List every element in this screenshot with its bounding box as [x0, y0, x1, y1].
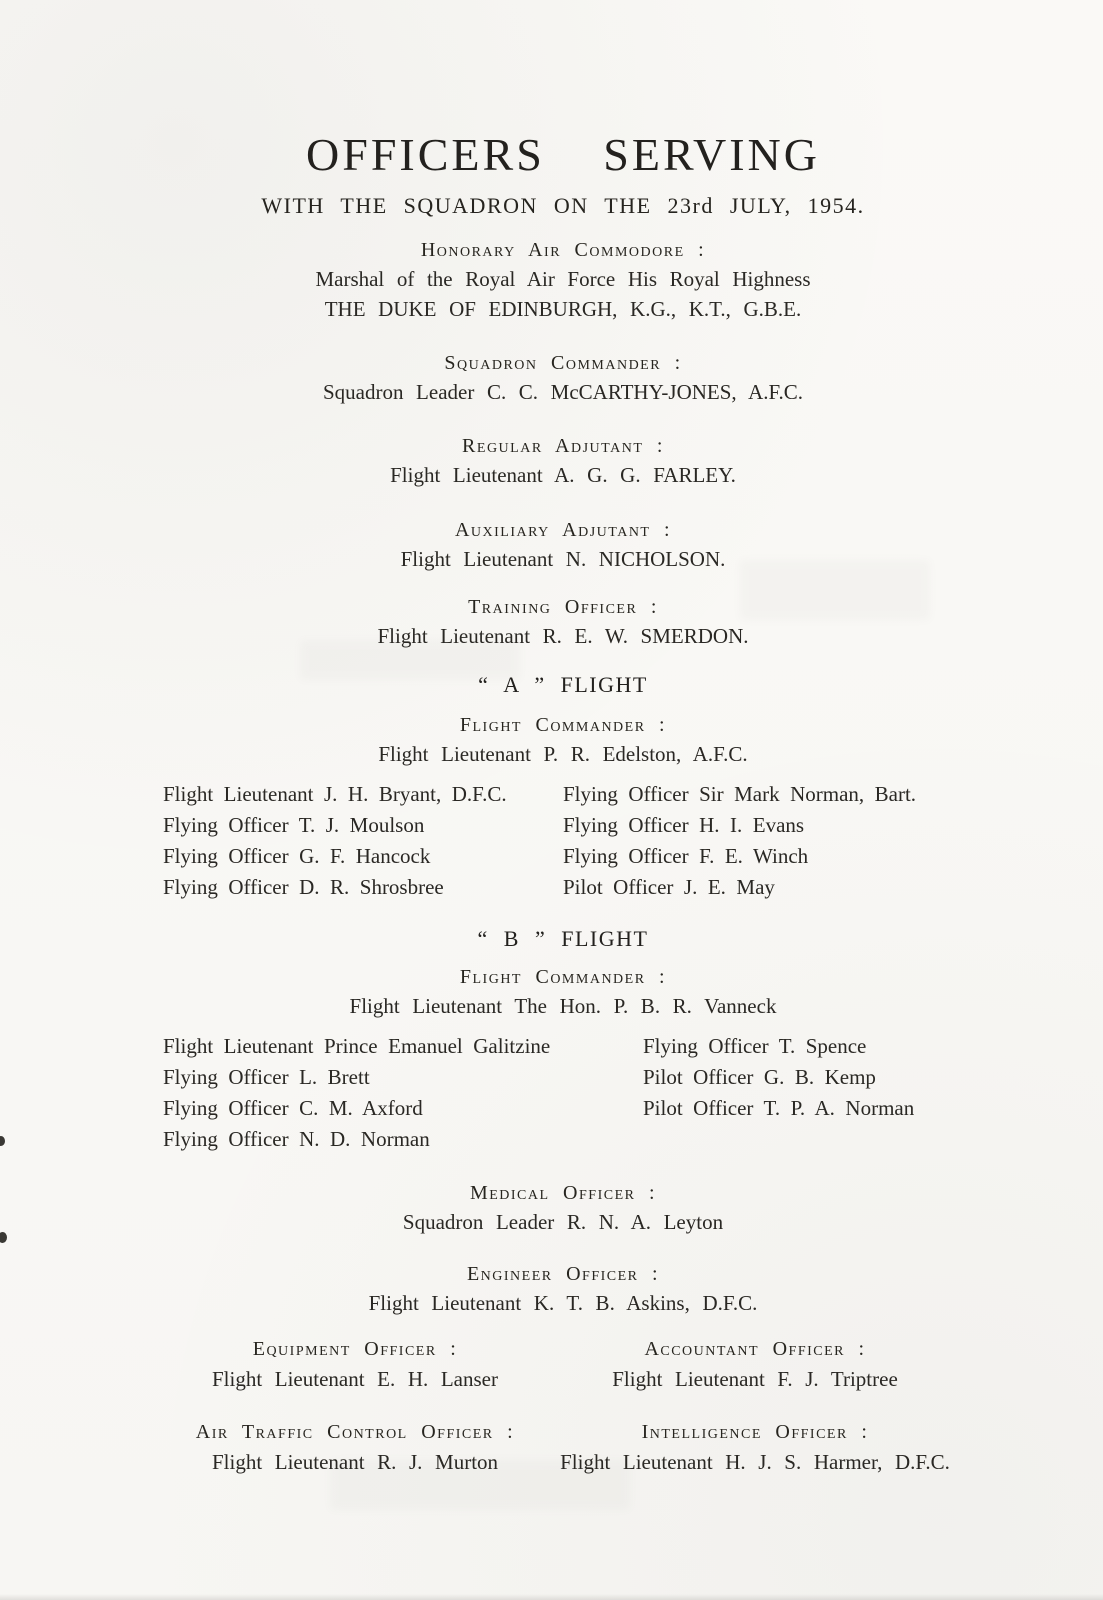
- officer-entry: Flying Officer L. Brett: [163, 1065, 370, 1089]
- officer-entry: Flight Lieutenant Prince Emanuel Galitzine: [163, 1034, 551, 1058]
- page-title: OFFICERS SERVING: [306, 129, 820, 180]
- b-flight-officer-list: [163, 1034, 963, 1158]
- officer-entry: THE DUKE OF EDINBURGH, K.G., K.T., G.B.E.: [324, 297, 802, 321]
- officer-entry: Flying Officer H. I. Evans: [563, 813, 805, 837]
- heading-equipment-officer: Equipment Officer :: [252, 1338, 458, 1360]
- b-flight-right-column: [643, 1034, 963, 1158]
- a-flight-officer-list: [163, 782, 963, 906]
- heading-auxiliary-adjutant: Auxiliary Adjutant :: [454, 519, 672, 541]
- officer-entry: Flight Lieutenant R. E. W. SMERDON.: [377, 624, 749, 648]
- heading-medical-officer: Medical Officer :: [469, 1182, 657, 1204]
- officer-entry: Pilot Officer J. E. May: [563, 875, 775, 899]
- officer-entry: Flying Officer T. J. Moulson: [163, 813, 425, 837]
- officer-entry: Flight Lieutenant F. J. Triptree: [612, 1367, 898, 1391]
- b-flight-left-column: [163, 1034, 643, 1158]
- a-flight-right-column: [563, 782, 963, 906]
- officer-entry: Flying Officer F. E. Winch: [563, 844, 809, 868]
- officer-entry: Flight Lieutenant E. H. Lanser: [211, 1367, 498, 1391]
- heading-regular-adjutant: Regular Adjutant :: [462, 435, 664, 457]
- heading-intelligence-officer: Intelligence Officer :: [641, 1421, 869, 1443]
- officer-entry: Flying Officer T. Spence: [643, 1034, 867, 1058]
- air-traffic-control-officer-block: [163, 1421, 547, 1475]
- officer-entry: Pilot Officer T. P. A. Norman: [643, 1096, 915, 1120]
- heading-accountant-officer: Accountant Officer :: [644, 1338, 866, 1360]
- b-flight-title: “ B ” FLIGHT: [477, 926, 649, 951]
- officer-entry: Flying Officer C. M. Axford: [163, 1096, 423, 1120]
- officer-entry: Flying Officer G. F. Hancock: [163, 844, 431, 868]
- a-flight-left-column: [163, 782, 563, 906]
- officer-entry: Marshal of the Royal Air Force His Royal Highness: [315, 267, 811, 291]
- officer-entry: Flight Lieutenant A. G. G. FARLEY.: [390, 463, 736, 487]
- equipment-officer-block: [163, 1338, 547, 1392]
- page-subtitle: WITH THE SQUADRON ON THE 23rd JULY, 1954.: [261, 193, 865, 218]
- scan-edge-mark: [0, 1136, 5, 1146]
- heading-training-officer: Training Officer :: [468, 596, 658, 618]
- officer-entry: Flight Lieutenant J. H. Bryant, D.F.C.: [163, 782, 507, 806]
- document-content: [163, 0, 963, 1475]
- officer-pair-row: [163, 1338, 963, 1392]
- heading-squadron-commander: Squadron Commander :: [444, 352, 682, 374]
- accountant-officer-block: [547, 1338, 963, 1392]
- officer-entry: Flying Officer D. R. Shrosbree: [163, 875, 444, 899]
- officer-entry: Squadron Leader R. N. A. Leyton: [402, 1210, 724, 1234]
- officer-entry: Flying Officer Sir Mark Norman, Bart.: [563, 782, 917, 806]
- heading-honorary-air-commodore: Honorary Air Commodore :: [420, 239, 706, 261]
- officer-entry: Squadron Leader C. C. McCARTHY-JONES, A.F.C.: [322, 380, 804, 404]
- officer-entry: Flying Officer N. D. Norman: [163, 1127, 430, 1151]
- officer-entry: Pilot Officer G. B. Kemp: [643, 1065, 876, 1089]
- heading-b-flight-commander: Flight Commander :: [459, 966, 667, 988]
- officer-pair-row: [163, 1421, 963, 1475]
- scan-bottom-shadow: [0, 1594, 1103, 1600]
- heading-engineer-officer: Engineer Officer :: [466, 1263, 660, 1285]
- heading-a-flight-commander: Flight Commander :: [459, 714, 667, 736]
- officer-entry: Flight Lieutenant P. R. Edelston, A.F.C.: [378, 742, 748, 766]
- a-flight-title: “ A ” FLIGHT: [478, 672, 648, 697]
- intelligence-officer-block: [547, 1421, 963, 1475]
- officer-entry: Flight Lieutenant The Hon. P. B. R. Vanneck: [349, 994, 777, 1018]
- officer-entry: Flight Lieutenant H. J. S. Harmer, D.F.C.: [560, 1450, 950, 1474]
- officer-entry: Flight Lieutenant N. NICHOLSON.: [400, 547, 726, 571]
- officer-entry: Flight Lieutenant K. T. B. Askins, D.F.C.: [368, 1291, 758, 1315]
- heading-air-traffic-control-officer: Air Traffic Control Officer :: [195, 1421, 515, 1443]
- scan-edge-mark: [0, 1232, 7, 1243]
- officer-entry: Flight Lieutenant R. J. Murton: [211, 1450, 499, 1474]
